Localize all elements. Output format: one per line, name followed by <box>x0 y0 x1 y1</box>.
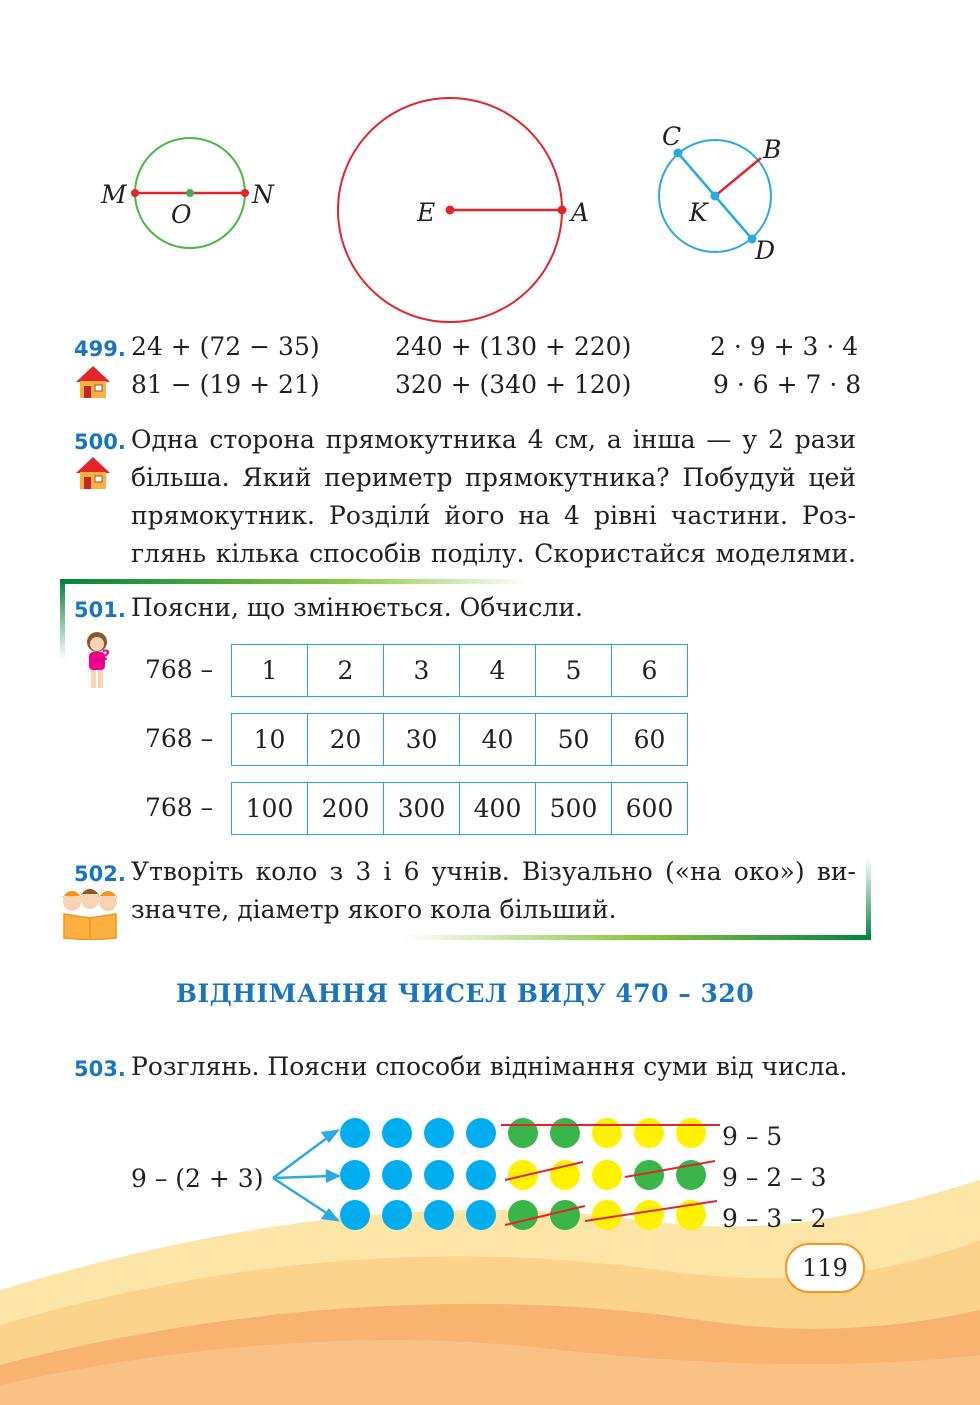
ex500-line-4: глянь кілька способів поділу. Скористайся моделями. <box>131 539 856 568</box>
table-cell: 400 <box>460 783 536 835</box>
label-e: E <box>417 198 436 227</box>
counting-dot-blue <box>424 1200 454 1230</box>
ex503-expression: 9 – (2 + 3) <box>131 1164 264 1193</box>
label-b: B <box>763 135 782 164</box>
counting-dot-blue <box>424 1160 454 1190</box>
circle-mon <box>131 138 249 248</box>
ex500-line-2: більша. Який периметр прямокутника? Побудуй цей <box>131 463 856 492</box>
label-m: M <box>101 180 127 209</box>
counting-dot-blue <box>466 1160 496 1190</box>
counting-dot-green <box>508 1118 538 1148</box>
ex502-line-2: значте, діаметр якого кола більший. <box>131 895 617 924</box>
ex500-line-3: прямокутник. Розділи́ його на 4 рівні частини. Роз- <box>131 501 856 530</box>
ex499-expr-3: 2 · 9 + 3 · 4 <box>710 332 859 361</box>
ex499-expr-6: 9 · 6 + 7 · 8 <box>713 370 862 399</box>
table-cell: 500 <box>536 783 612 835</box>
ex499-expr-4: 81 − (19 + 21) <box>131 370 320 399</box>
frame-top-bar <box>60 579 530 584</box>
reading-children-icon <box>56 888 124 940</box>
counting-dot-yellow <box>592 1118 622 1148</box>
ex501-row-label-1: 768 – <box>145 655 214 684</box>
page-number: 119 <box>785 1243 865 1293</box>
ex499-expr-5: 320 + (340 + 120) <box>395 370 632 399</box>
circle-ea <box>338 98 567 322</box>
counting-dot-blue <box>340 1118 370 1148</box>
ex501-row-label-2: 768 – <box>145 724 214 753</box>
counting-dot-yellow <box>634 1200 664 1230</box>
label-c: C <box>662 122 682 151</box>
table-cell: 3 <box>384 645 460 697</box>
counting-dot-yellow <box>592 1200 622 1230</box>
counting-dot-green <box>508 1200 538 1230</box>
label-n: N <box>252 180 274 209</box>
ex499-expr-2: 240 + (130 + 220) <box>395 332 632 361</box>
section-heading: ВІДНІМАННЯ ЧИСЕЛ ВИДУ 470 – 320 <box>175 979 755 1008</box>
label-o: O <box>171 200 192 229</box>
counting-dot-blue <box>466 1118 496 1148</box>
label-a: A <box>571 198 590 227</box>
house-icon <box>74 364 112 400</box>
label-k: K <box>689 198 708 227</box>
table-cell: 1 <box>232 645 308 697</box>
exercise-number-503: 503. <box>74 1057 126 1081</box>
ex502-line-1: Утворіть коло з 3 і 6 учнів. Візуально («на око») ви- <box>131 857 856 886</box>
circle-figures <box>90 95 890 335</box>
ex500-text <box>131 421 856 573</box>
table-cell: 200 <box>308 783 384 835</box>
counting-dot-green <box>550 1118 580 1148</box>
exercise-number-502: 502. <box>74 862 126 886</box>
table-cell: 300 <box>384 783 460 835</box>
ex501-text: Поясни, що змінюється. Обчисли. <box>131 593 583 622</box>
exercise-number-500: 500. <box>74 430 126 454</box>
counting-dot-blue <box>424 1118 454 1148</box>
table-cell: 60 <box>612 714 688 766</box>
girl-icon <box>80 630 114 692</box>
ex503-result-3: 9 – 3 – 2 <box>722 1204 827 1233</box>
frame-right-bar <box>866 858 871 940</box>
label-d: D <box>755 236 776 265</box>
counting-dot-yellow <box>592 1160 622 1190</box>
ex501-table-3 <box>231 782 688 835</box>
table-cell: 4 <box>460 645 536 697</box>
table-cell: 50 <box>536 714 612 766</box>
frame-left-bar <box>60 579 65 661</box>
table-cell: 100 <box>232 783 308 835</box>
counting-dot-blue <box>382 1160 412 1190</box>
ex501-row-label-3: 768 – <box>145 793 214 822</box>
counting-dot-blue <box>340 1160 370 1190</box>
ex503-result-1: 9 – 5 <box>722 1122 783 1151</box>
svg-text:?: ? <box>102 648 111 664</box>
ex503-result-2: 9 – 2 – 3 <box>722 1163 827 1192</box>
table-cell: 40 <box>460 714 536 766</box>
counting-dot-blue <box>340 1200 370 1230</box>
table-cell: 20 <box>308 714 384 766</box>
ex503-text: Розглянь. Поясни способи віднімання суми від числа. <box>131 1052 848 1081</box>
frame-bottom-bar <box>400 935 871 940</box>
counting-dot-blue <box>382 1200 412 1230</box>
house-icon <box>74 455 112 491</box>
counting-dot-blue <box>382 1118 412 1148</box>
ex499-expr-1: 24 + (72 − 35) <box>131 332 320 361</box>
ex501-table-2 <box>231 713 688 766</box>
counting-dot-yellow <box>676 1118 706 1148</box>
ex501-table-1 <box>231 644 688 697</box>
counting-dot-yellow <box>634 1118 664 1148</box>
table-cell: 30 <box>384 714 460 766</box>
counting-dot-green <box>550 1200 580 1230</box>
ex500-line-1: Одна сторона прямокутника 4 см, а інша — у 2 рази <box>131 425 856 454</box>
table-cell: 5 <box>536 645 612 697</box>
exercise-number-501: 501. <box>74 598 126 622</box>
table-cell: 600 <box>612 783 688 835</box>
counting-dot-blue <box>466 1200 496 1230</box>
table-cell: 6 <box>612 645 688 697</box>
table-cell: 10 <box>232 714 308 766</box>
ex502-text <box>131 853 856 929</box>
table-cell: 2 <box>308 645 384 697</box>
dot-diagram <box>265 1105 730 1240</box>
exercise-number-499: 499. <box>74 337 126 361</box>
